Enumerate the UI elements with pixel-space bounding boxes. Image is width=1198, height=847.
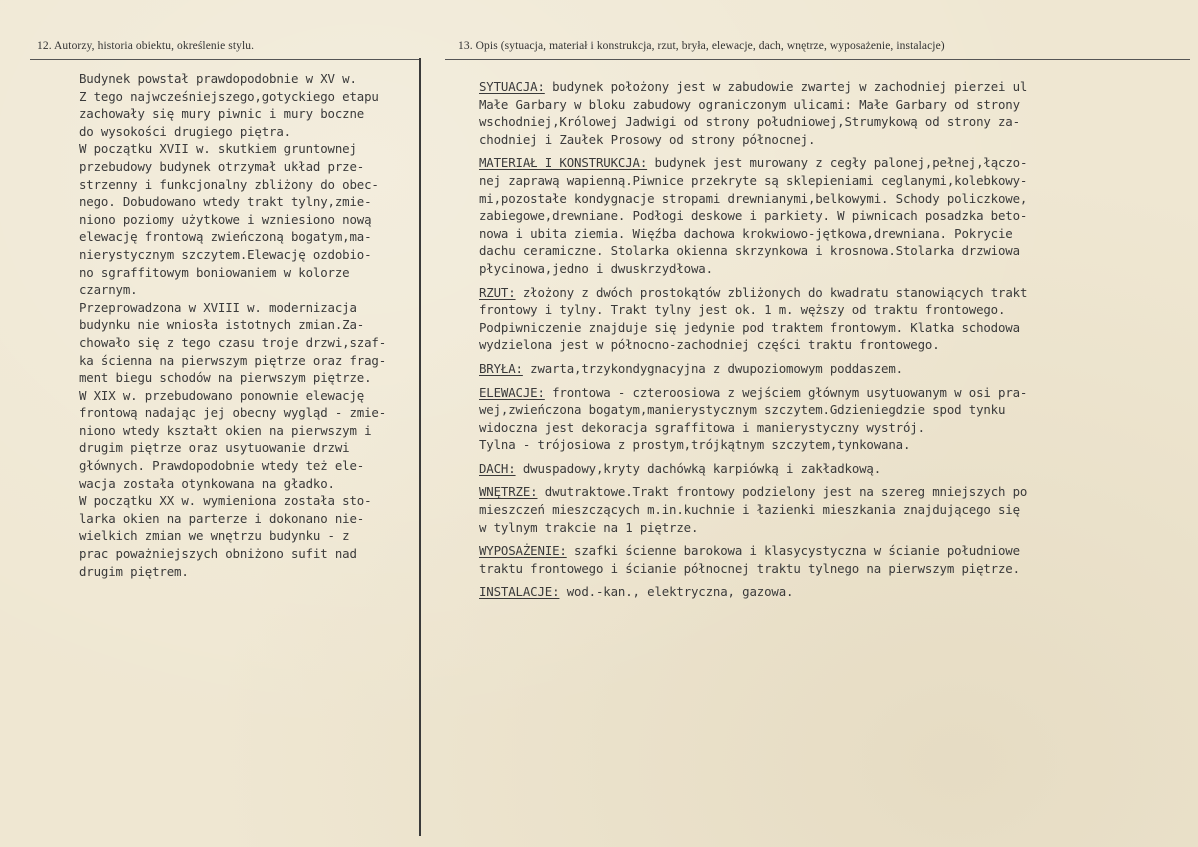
history-line: Budynek powstał prawdopodobnie w XV w. <box>79 71 357 86</box>
history-line: nego. Dobudowano wtedy trakt tylny,zmie- <box>79 194 372 210</box>
history-line: no sgraffitowym boniowaniem w kolorze <box>79 264 350 280</box>
section-label: RZUT: <box>479 284 516 300</box>
history-line: strzenny i funkcjonalny zbliżony do obec- <box>79 176 379 192</box>
history-line: budynku nie wniosła istotnych zmian.Za- <box>79 317 365 333</box>
section-first-line <box>479 483 1027 501</box>
history-line: niono poziomy użytkowe i wzniesiono nową <box>79 211 372 227</box>
column-divider <box>419 58 421 836</box>
section-first-line <box>479 384 1027 402</box>
history-text-column <box>79 70 386 580</box>
section-line: widoczna jest dekoracja sgraffitowa i manierystyczny wystrój. <box>479 419 925 435</box>
history-line: wacja została otynkowana na gładko. <box>79 475 335 491</box>
section-line: chodniej i Zaułek Prosowy od strony północnej. <box>479 131 816 147</box>
header-rule-right <box>445 59 1190 60</box>
section-label: MATERIAŁ I KONSTRUKCJA: <box>479 155 648 171</box>
section-line: w tylnym trakcie na 1 piętrze. <box>479 519 699 535</box>
section-first-line <box>479 360 1027 378</box>
history-line: głównych. Prawdopodobnie wtedy też ele- <box>79 458 365 474</box>
section-text: budynek położony jest w zabudowie zwartej w zachodniej pierzei ul <box>544 79 1028 94</box>
history-line: chowało się z tego czasu troje drzwi,szaf- <box>79 334 387 350</box>
section-label: WYPOSAŻENIE: <box>479 543 567 559</box>
section-label: SYTUACJA: <box>479 79 545 94</box>
section-first-line <box>479 460 1027 478</box>
section-label: INSTALACJE: <box>479 584 560 600</box>
history-line: ment biegu schodów na pierwszym piętrze. <box>79 370 372 386</box>
description-section <box>479 78 1027 148</box>
section-label: ELEWACJE: <box>479 384 545 400</box>
history-line: przebudowy budynek otrzymał układ prze- <box>79 158 365 174</box>
section-text: szafki ścienne barokowa i klasycystyczna w ścianie południowe <box>566 543 1020 559</box>
header-rule-left <box>30 59 420 60</box>
history-line: W początku XX w. wymieniona została sto- <box>79 493 372 509</box>
history-line: niono wtedy kształt okien na pierwszym i <box>79 422 372 438</box>
history-line: wielkich zmian we wnętrzu budynku - z <box>79 528 350 544</box>
section-line: Tylna - trójosiowa z prostym,trójkątnym szczytem,tynkowana. <box>479 437 911 453</box>
section-text: frontowa - czteroosiowa z wejściem głównym usytuowanym w osi pra- <box>544 384 1028 400</box>
section-text: dwutraktowe.Trakt frontowy podzielony jest na szereg mniejszych po <box>537 484 1028 500</box>
history-line: ka ścienna na pierwszym piętrze oraz frag- <box>79 352 387 368</box>
section-text: wod.-kan., elektryczna, gazowa. <box>559 584 794 600</box>
history-line: Przeprowadzona w XVIII w. modernizacja <box>79 299 357 315</box>
section-first-line <box>479 583 1027 601</box>
history-line: W XIX w. przebudowano ponownie elewację <box>79 387 365 403</box>
description-section <box>479 583 1027 601</box>
section-line: mi,pozostałe kondygnacje stropami drewnianymi,belkowymi. Schody policzkowe, <box>479 190 1028 206</box>
history-line: larka okien na parterze i dokonano nie- <box>79 510 365 526</box>
section-line: Małe Garbary w bloku zabudowy ograniczonym ulicami: Małe Garbary od strony <box>479 96 1020 112</box>
description-text-column <box>479 78 1027 607</box>
history-line: drugim piętrem. <box>79 563 189 579</box>
section-line: traktu frontowego i ścianie północnej traktu tylnego na pierwszym piętrze. <box>479 560 1020 576</box>
history-line: W początku XVII w. skutkiem gruntownej <box>79 141 357 157</box>
history-line: Z tego najwcześniejszego,gotyckiego etapu <box>79 88 379 104</box>
history-line: frontową nadając jej obecny wygląd - zmie- <box>79 405 387 421</box>
section-line: wydzielona jest w północno-zachodniej części traktu frontowego. <box>479 337 940 353</box>
section-line: Podpiwniczenie znajduje się jedynie pod traktem frontowym. Klatka schodowa <box>479 319 1020 335</box>
section-12-header: 12. Autorzy, historia obiektu, określenie stylu. <box>37 40 255 52</box>
history-line: czarnym. <box>79 282 138 298</box>
history-line: drugim piętrze oraz usytuowanie drzwi <box>79 440 350 456</box>
section-first-line <box>479 78 1027 96</box>
description-section <box>479 360 1027 378</box>
description-section <box>479 483 1027 536</box>
section-text: dwuspadowy,kryty dachówką karpiówką i zakładkową. <box>515 460 882 476</box>
history-line: prac poważniejszych obniżono sufit nad <box>79 546 357 562</box>
section-line: nej zaprawą wapienną.Piwnice przekryte są sklepieniami ceglanymi,kolebkowy- <box>479 172 1028 188</box>
section-label: WNĘTRZE: <box>479 484 538 500</box>
section-text: złożony z dwóch prostokątów zbliżonych do kwadratu stanowiących trakt <box>515 284 1028 300</box>
section-first-line <box>479 154 1027 172</box>
description-section <box>479 542 1027 577</box>
section-line: wej,zwieńczona bogatym,manierystycznym szczytem.Gdzieniegdzie spod tynku <box>479 402 1006 418</box>
section-line: płycinowa,jedno i dwuskrzydłowa. <box>479 260 713 276</box>
description-section <box>479 284 1027 354</box>
description-section <box>479 384 1027 454</box>
section-line: frontowy i tylny. Trakt tylny jest ok. 1 m. węższy od traktu frontowego. <box>479 302 1006 318</box>
section-first-line <box>479 284 1027 302</box>
section-text: zwarta,trzykondygnacyjna z dwupoziomowym poddaszem. <box>522 360 903 376</box>
section-label: DACH: <box>479 460 516 476</box>
history-line: elewację frontową zwieńczoną bogatym,ma- <box>79 229 372 245</box>
section-line: nowa i ubita ziemia. Więźba dachowa krokwiowo-jętkowa,drewniana. Pokrycie <box>479 225 1013 241</box>
section-text: budynek jest murowany z cegły palonej,pełnej,łączo- <box>647 155 1028 171</box>
section-line: mieszczeń mieszczących m.in.kuchnie i łazienki mieszkania znajdującego się <box>479 502 1020 518</box>
section-first-line <box>479 542 1027 560</box>
section-line: zabiegowe,drewniane. Podłogi deskowe i parkiety. W piwnicach posadzka beto- <box>479 208 1028 224</box>
history-line: do wysokości drugiego piętra. <box>79 123 291 139</box>
section-line: wschodniej,Królowej Jadwigi od strony południowej,Strumykową od strony za- <box>479 114 1020 130</box>
section-13-header: 13. Opis (sytuacja, materiał i konstrukcja, rzut, bryła, elewacje, dach, wnętrze, wyposażenie, instalacje) <box>458 40 945 52</box>
section-label: BRYŁA: <box>479 360 523 376</box>
description-section <box>479 460 1027 478</box>
description-section <box>479 154 1027 277</box>
history-line: nierystycznym szczytem.Elewację ozdobio- <box>79 246 372 262</box>
section-line: dachu ceramiczne. Stolarka okienna skrzynkowa i krosnowa.Stolarka drzwiowa <box>479 243 1020 259</box>
history-line: zachowały się mury piwnic i mury boczne <box>79 106 365 122</box>
